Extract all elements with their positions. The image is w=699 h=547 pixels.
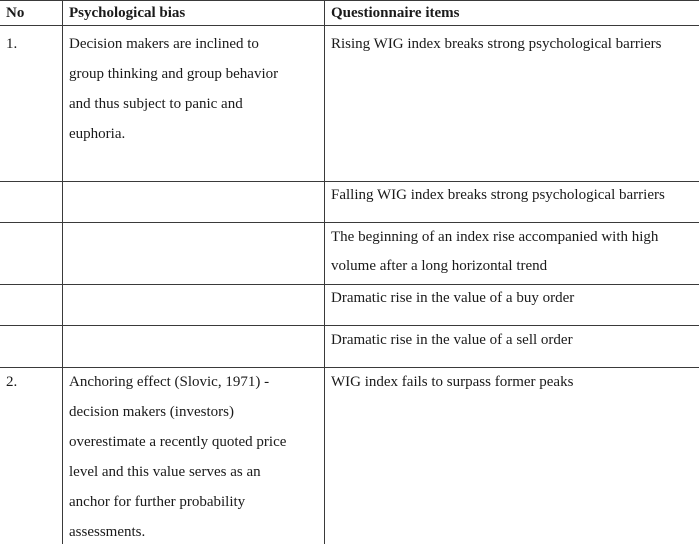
header-no: No: [6, 5, 25, 21]
row-4-questionnaire-item: Dramatic rise in the value of a buy order: [331, 290, 575, 306]
table-column-divider-1: [62, 0, 63, 544]
row-6-number: 2.: [6, 374, 18, 390]
row-1-number: 1.: [6, 36, 18, 52]
row-6-bias-line-2: decision makers (investors): [69, 404, 234, 420]
row-6-questionnaire-item: WIG index fails to surpass former peaks: [331, 374, 574, 390]
table-rule-header: [0, 25, 699, 26]
row-1-bias-line-3: and thus subject to panic and: [69, 96, 243, 112]
row-6-bias-line-3: overestimate a recently quoted price: [69, 434, 287, 450]
header-questionnaire-items: Questionnaire items: [331, 5, 460, 21]
header-psychological-bias: Psychological bias: [69, 5, 186, 21]
row-1-bias-line-2: group thinking and group behavior: [69, 66, 279, 82]
table-rule-top: [0, 0, 699, 1]
row-6-bias-line-6: assessments.: [69, 524, 146, 540]
row-3-questionnaire-item-line-2: volume after a long horizontal trend: [331, 258, 548, 274]
row-5-questionnaire-item: Dramatic rise in the value of a sell order: [331, 332, 573, 348]
row-3-questionnaire-item-line-1: The beginning of an index rise accompanied with high: [331, 229, 659, 245]
row-6-bias-line-4: level and this value serves as an: [69, 464, 261, 480]
table-column-divider-2: [324, 0, 325, 544]
row-6-bias-line-1: Anchoring effect (Slovic, 1971) -: [69, 374, 270, 390]
row-6-bias-line-5: anchor for further probability: [69, 494, 246, 510]
row-1-bias-line-1: Decision makers are inclined to: [69, 36, 259, 52]
row-1-questionnaire-item: Rising WIG index breaks strong psychological barriers: [331, 36, 662, 52]
row-1-bias-line-4: euphoria.: [69, 126, 126, 142]
row-2-questionnaire-item: Falling WIG index breaks strong psychological barriers: [331, 187, 665, 203]
